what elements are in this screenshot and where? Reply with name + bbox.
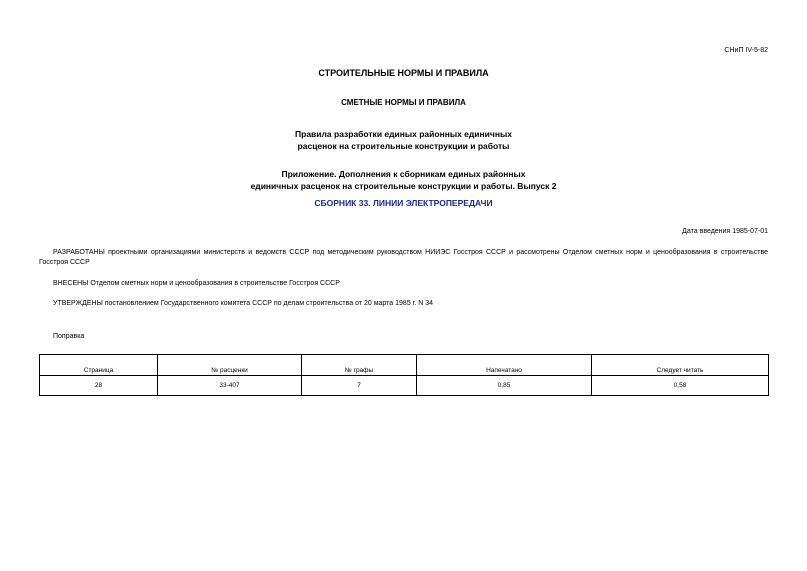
appendix-title-line-1: Приложение. Дополнения к сборникам единых районных [281,169,526,179]
appendix-title [0,168,807,192]
cell-printed: 0,85 [417,376,592,396]
main-title: СТРОИТЕЛЬНЫЕ НОРМЫ И ПРАВИЛА [318,68,489,78]
cell-page: 28 [40,376,158,396]
table-row [40,376,769,396]
submitted-paragraph: ВНЕСЕНЫ Отделом сметных норм и ценообразования в строительстве Госстроя СССР [53,280,340,287]
rules-title [0,128,807,152]
sub-title: СМЕТНЫЕ НОРМЫ И ПРАВИЛА [341,98,466,107]
header-should-read: Следует читать [592,355,769,376]
document-code: СНиП IV-5-82 [724,47,768,54]
rules-title-line-1: Правила разработки единых районных единичных [295,129,512,139]
collection-title: СБОРНИК 33. ЛИНИИ ЭЛЕКТРОПЕРЕДАЧИ [314,198,493,208]
cell-rate-number: 33-407 [158,376,302,396]
effective-date: Дата введения 1985-07-01 [682,228,768,235]
cell-should-read: 0,58 [592,376,769,396]
cell-column-number: 7 [302,376,417,396]
amendment-label: Поправка [53,333,85,340]
header-rate-number: № расценки [158,355,302,376]
approved-paragraph: УТВЕРЖДЕНЫ постановлением Государственного комитета СССР по делам строительства от 20 марта 1985 г. N 34 [53,300,434,307]
rules-title-line-2: расценок на строительные конструкции и работы [297,141,510,151]
amendment-table [39,354,769,396]
header-column-number: № графы [302,355,417,376]
developed-paragraph: РАЗРАБОТАНЫ проектными организациями министерств и ведомств СССР под методическим руководством НИИЭС Госстроя СССР и рассмотрены Отделом сметных норм и ценообразования в строительстве Госстроя СССР [39,249,768,266]
table-header-row [40,355,769,376]
appendix-title-line-2: единичных расценок на строительные конструкции и работы. Выпуск 2 [250,181,557,191]
header-page: Страница [40,355,158,376]
header-printed: Напечатано [417,355,592,376]
